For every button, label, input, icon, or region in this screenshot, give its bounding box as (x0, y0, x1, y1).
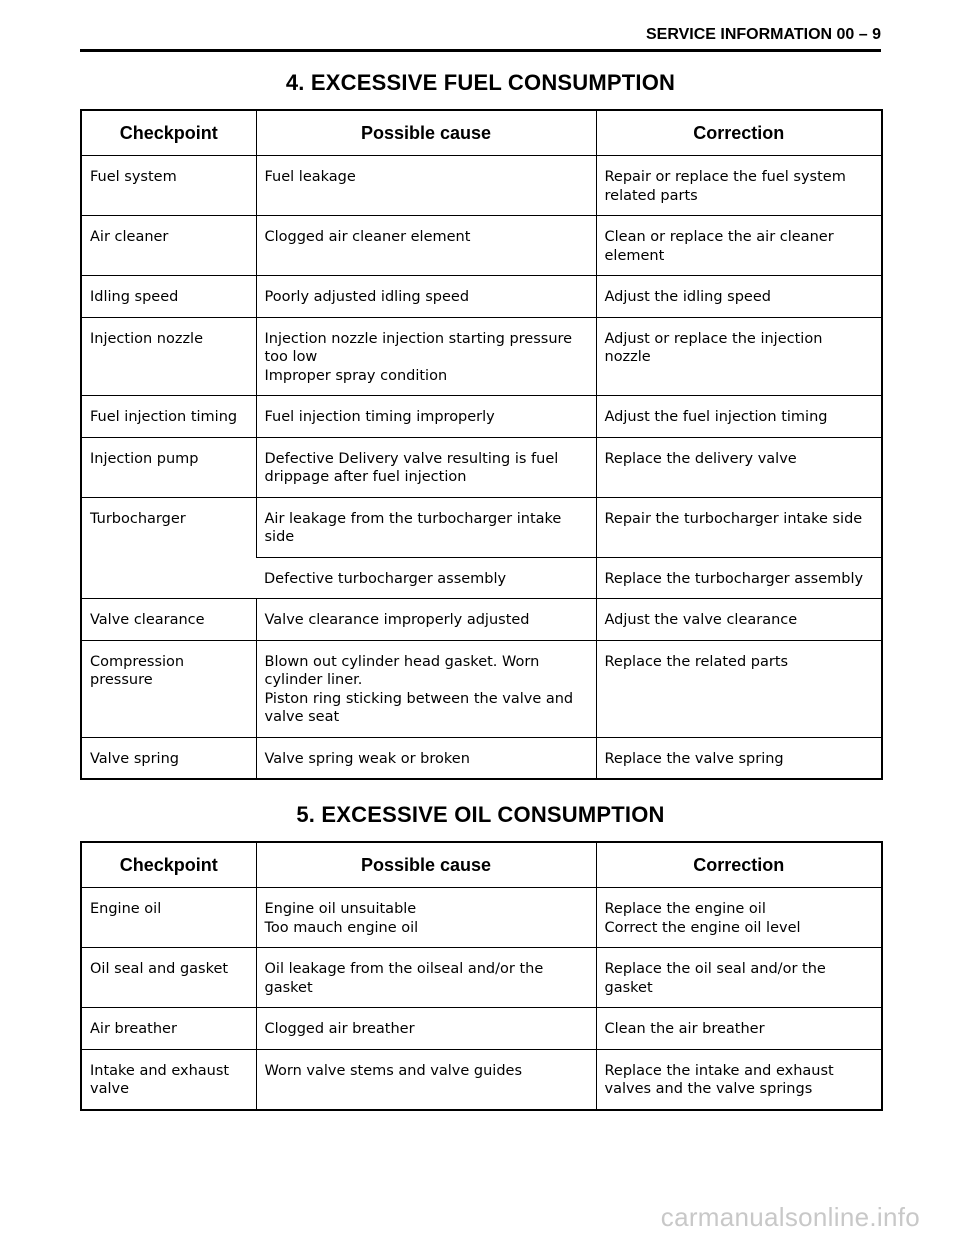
cell-checkpoint (81, 497, 256, 599)
cell-text-line: Clean the air breather (604, 1021, 765, 1037)
cell-cause (256, 497, 596, 557)
column-header-correction: Correction (596, 842, 882, 888)
table-row (81, 888, 882, 948)
cell-text-line: Clean or replace the air cleaner (604, 229, 834, 245)
table-row (81, 1049, 882, 1110)
cell-text-line: Valve clearance improperly adjusted (264, 612, 530, 628)
cell-checkpoint (81, 396, 256, 438)
cell-text-line: Adjust the valve clearance (604, 612, 798, 628)
cell-correction (596, 948, 882, 1008)
cell-cause (256, 888, 596, 948)
cell-cause (256, 317, 596, 396)
section-title-fuel: 4. EXCESSIVE FUEL CONSUMPTION (285, 70, 676, 95)
oil-consumption-table (80, 841, 883, 1111)
table-header-row (81, 110, 882, 156)
cell-text-line: gasket (264, 979, 313, 996)
fuel-consumption-table (80, 109, 883, 780)
cell-text-line: Air leakage from the turbocharger intake (264, 510, 562, 527)
cell-text-line: Compression (90, 653, 185, 670)
table-row (81, 1008, 882, 1050)
cell-text-line: Blown out cylinder head gasket. Worn (264, 653, 540, 670)
section-title-oil: 5. EXCESSIVE OIL CONSUMPTION (296, 802, 665, 827)
cell-checkpoint (81, 1049, 256, 1110)
column-header-possible-cause: Possible cause (256, 110, 596, 156)
watermark: carmanualsonline.info (660, 1202, 920, 1232)
page-header: SERVICE INFORMATION 00 – 9 (645, 26, 881, 43)
cell-text-line: Replace the oil seal and/or the (604, 961, 826, 977)
cell-text-line: Adjust the fuel injection timing (604, 409, 828, 425)
cell-text-line: valve (90, 1081, 129, 1097)
cell-text-line: Adjust or replace the injection (604, 330, 823, 347)
cell-cause (256, 1049, 596, 1110)
cell-correction (596, 888, 882, 948)
cell-text-line: related parts (604, 187, 698, 204)
cell-text-line: nozzle (604, 349, 651, 365)
table-row (81, 317, 882, 396)
cell-text-line: valves and the valve springs (604, 1081, 813, 1097)
cell-correction (596, 557, 882, 599)
cell-correction (596, 156, 882, 216)
cell-cause (256, 737, 596, 779)
cell-checkpoint (81, 317, 256, 396)
column-header-possible-cause: Possible cause (256, 842, 596, 888)
column-header-correction: Correction (596, 110, 882, 156)
table-row (81, 156, 882, 216)
cell-text-line: Air breather (90, 1021, 177, 1037)
cell-correction (596, 216, 882, 276)
table-header-row (81, 842, 882, 888)
cell-text-line: Adjust the idling speed (604, 289, 771, 305)
cell-cause (256, 216, 596, 276)
cell-cause (256, 437, 596, 497)
cell-checkpoint (81, 276, 256, 318)
cell-cause (256, 557, 596, 599)
cell-text-line: valve seat (264, 709, 340, 725)
cell-text-line: gasket (604, 979, 653, 996)
cell-text-line: Repair the turbocharger intake side (604, 510, 863, 527)
cell-text-line: Injection nozzle injection starting pressure (264, 330, 573, 347)
cell-cause (256, 276, 596, 318)
cell-text-line: Oil seal and gasket (90, 961, 229, 977)
table-row (81, 276, 882, 318)
cell-cause (256, 156, 596, 216)
cell-text-line: Engine oil (90, 901, 162, 917)
cell-text-line: Turbocharger (90, 510, 186, 527)
cell-text-line: Replace the turbocharger assembly (604, 570, 864, 587)
cell-checkpoint (81, 599, 256, 641)
cell-text-line: Clogged air cleaner element (264, 229, 471, 245)
cell-text-line: Replace the valve spring (604, 750, 784, 767)
cell-text-line: Worn valve stems and valve guides (264, 1062, 523, 1079)
column-header-checkpoint: Checkpoint (81, 842, 256, 888)
cell-correction (596, 396, 882, 438)
cell-cause (256, 396, 596, 438)
cell-text-line: pressure (90, 672, 153, 688)
cell-text-line: Defective Delivery valve resulting is fuel (264, 450, 559, 467)
cell-text-line: Fuel system (90, 169, 177, 185)
cell-checkpoint (81, 437, 256, 497)
cell-cause (256, 640, 596, 737)
cell-text-line: Replace the intake and exhaust (604, 1062, 834, 1079)
cell-checkpoint (81, 216, 256, 276)
cell-text-line: Fuel leakage (264, 169, 356, 185)
cell-text-line: Intake and exhaust (90, 1062, 230, 1079)
cell-text-line: Idling speed (90, 289, 179, 305)
cell-text-line: cylinder liner. (264, 672, 363, 688)
cell-text-line: Replace the delivery valve (604, 450, 797, 467)
cell-correction (596, 497, 882, 557)
cell-text-line: drippage after fuel injection (264, 469, 467, 485)
cell-text-line: Valve spring weak or broken (264, 750, 470, 767)
cell-text-line: Injection pump (90, 450, 199, 467)
cell-text-line: Valve spring (90, 750, 179, 767)
cell-correction (596, 737, 882, 779)
cell-text-line: Engine oil unsuitable (264, 901, 417, 917)
cell-correction (596, 1008, 882, 1050)
cell-text-line: Replace the engine oil (604, 901, 766, 917)
cell-correction (596, 640, 882, 737)
cell-checkpoint (81, 1008, 256, 1050)
cell-text-line: Air cleaner (90, 229, 169, 245)
cell-cause (256, 948, 596, 1008)
cell-checkpoint (81, 156, 256, 216)
cell-checkpoint (81, 888, 256, 948)
cell-text-line: Valve clearance (90, 612, 205, 628)
cell-correction (596, 437, 882, 497)
cell-text-line: Poorly adjusted idling speed (264, 289, 470, 305)
cell-text-line: too low (264, 349, 318, 365)
cell-text-line: Repair or replace the fuel system (604, 169, 846, 185)
cell-correction (596, 276, 882, 318)
table-row (81, 396, 882, 438)
cell-text-line: Clogged air breather (264, 1021, 415, 1037)
cell-text-line: Fuel injection timing (90, 409, 238, 425)
table-row (81, 948, 882, 1008)
cell-text-line: Injection nozzle (90, 330, 204, 347)
cell-text-line: Correct the engine oil level (604, 919, 801, 936)
cell-text-line: Too mauch engine oil (264, 919, 419, 936)
table-row (81, 497, 882, 557)
cell-correction (596, 599, 882, 641)
table-row (81, 640, 882, 737)
cell-correction (596, 1049, 882, 1110)
table-row (81, 437, 882, 497)
cell-text-line: Defective turbocharger assembly (264, 570, 507, 587)
cell-correction (596, 317, 882, 396)
cell-text-line: Fuel injection timing improperly (264, 409, 495, 425)
cell-text-line: Improper spray condition (264, 367, 448, 384)
cell-text-line: Oil leakage from the oilseal and/or the (264, 961, 544, 977)
cell-checkpoint (81, 737, 256, 779)
table-row (81, 216, 882, 276)
cell-text-line: Replace the related parts (604, 653, 789, 670)
cell-text-line: side (264, 529, 295, 545)
cell-text-line: Piston ring sticking between the valve and (264, 690, 574, 707)
cell-checkpoint (81, 948, 256, 1008)
cell-cause (256, 1008, 596, 1050)
table-row (81, 737, 882, 779)
column-header-checkpoint: Checkpoint (81, 110, 256, 156)
cell-cause (256, 599, 596, 641)
cell-text-line: element (604, 247, 665, 264)
table-row (81, 599, 882, 641)
header-rule (80, 49, 881, 52)
cell-checkpoint (81, 640, 256, 737)
